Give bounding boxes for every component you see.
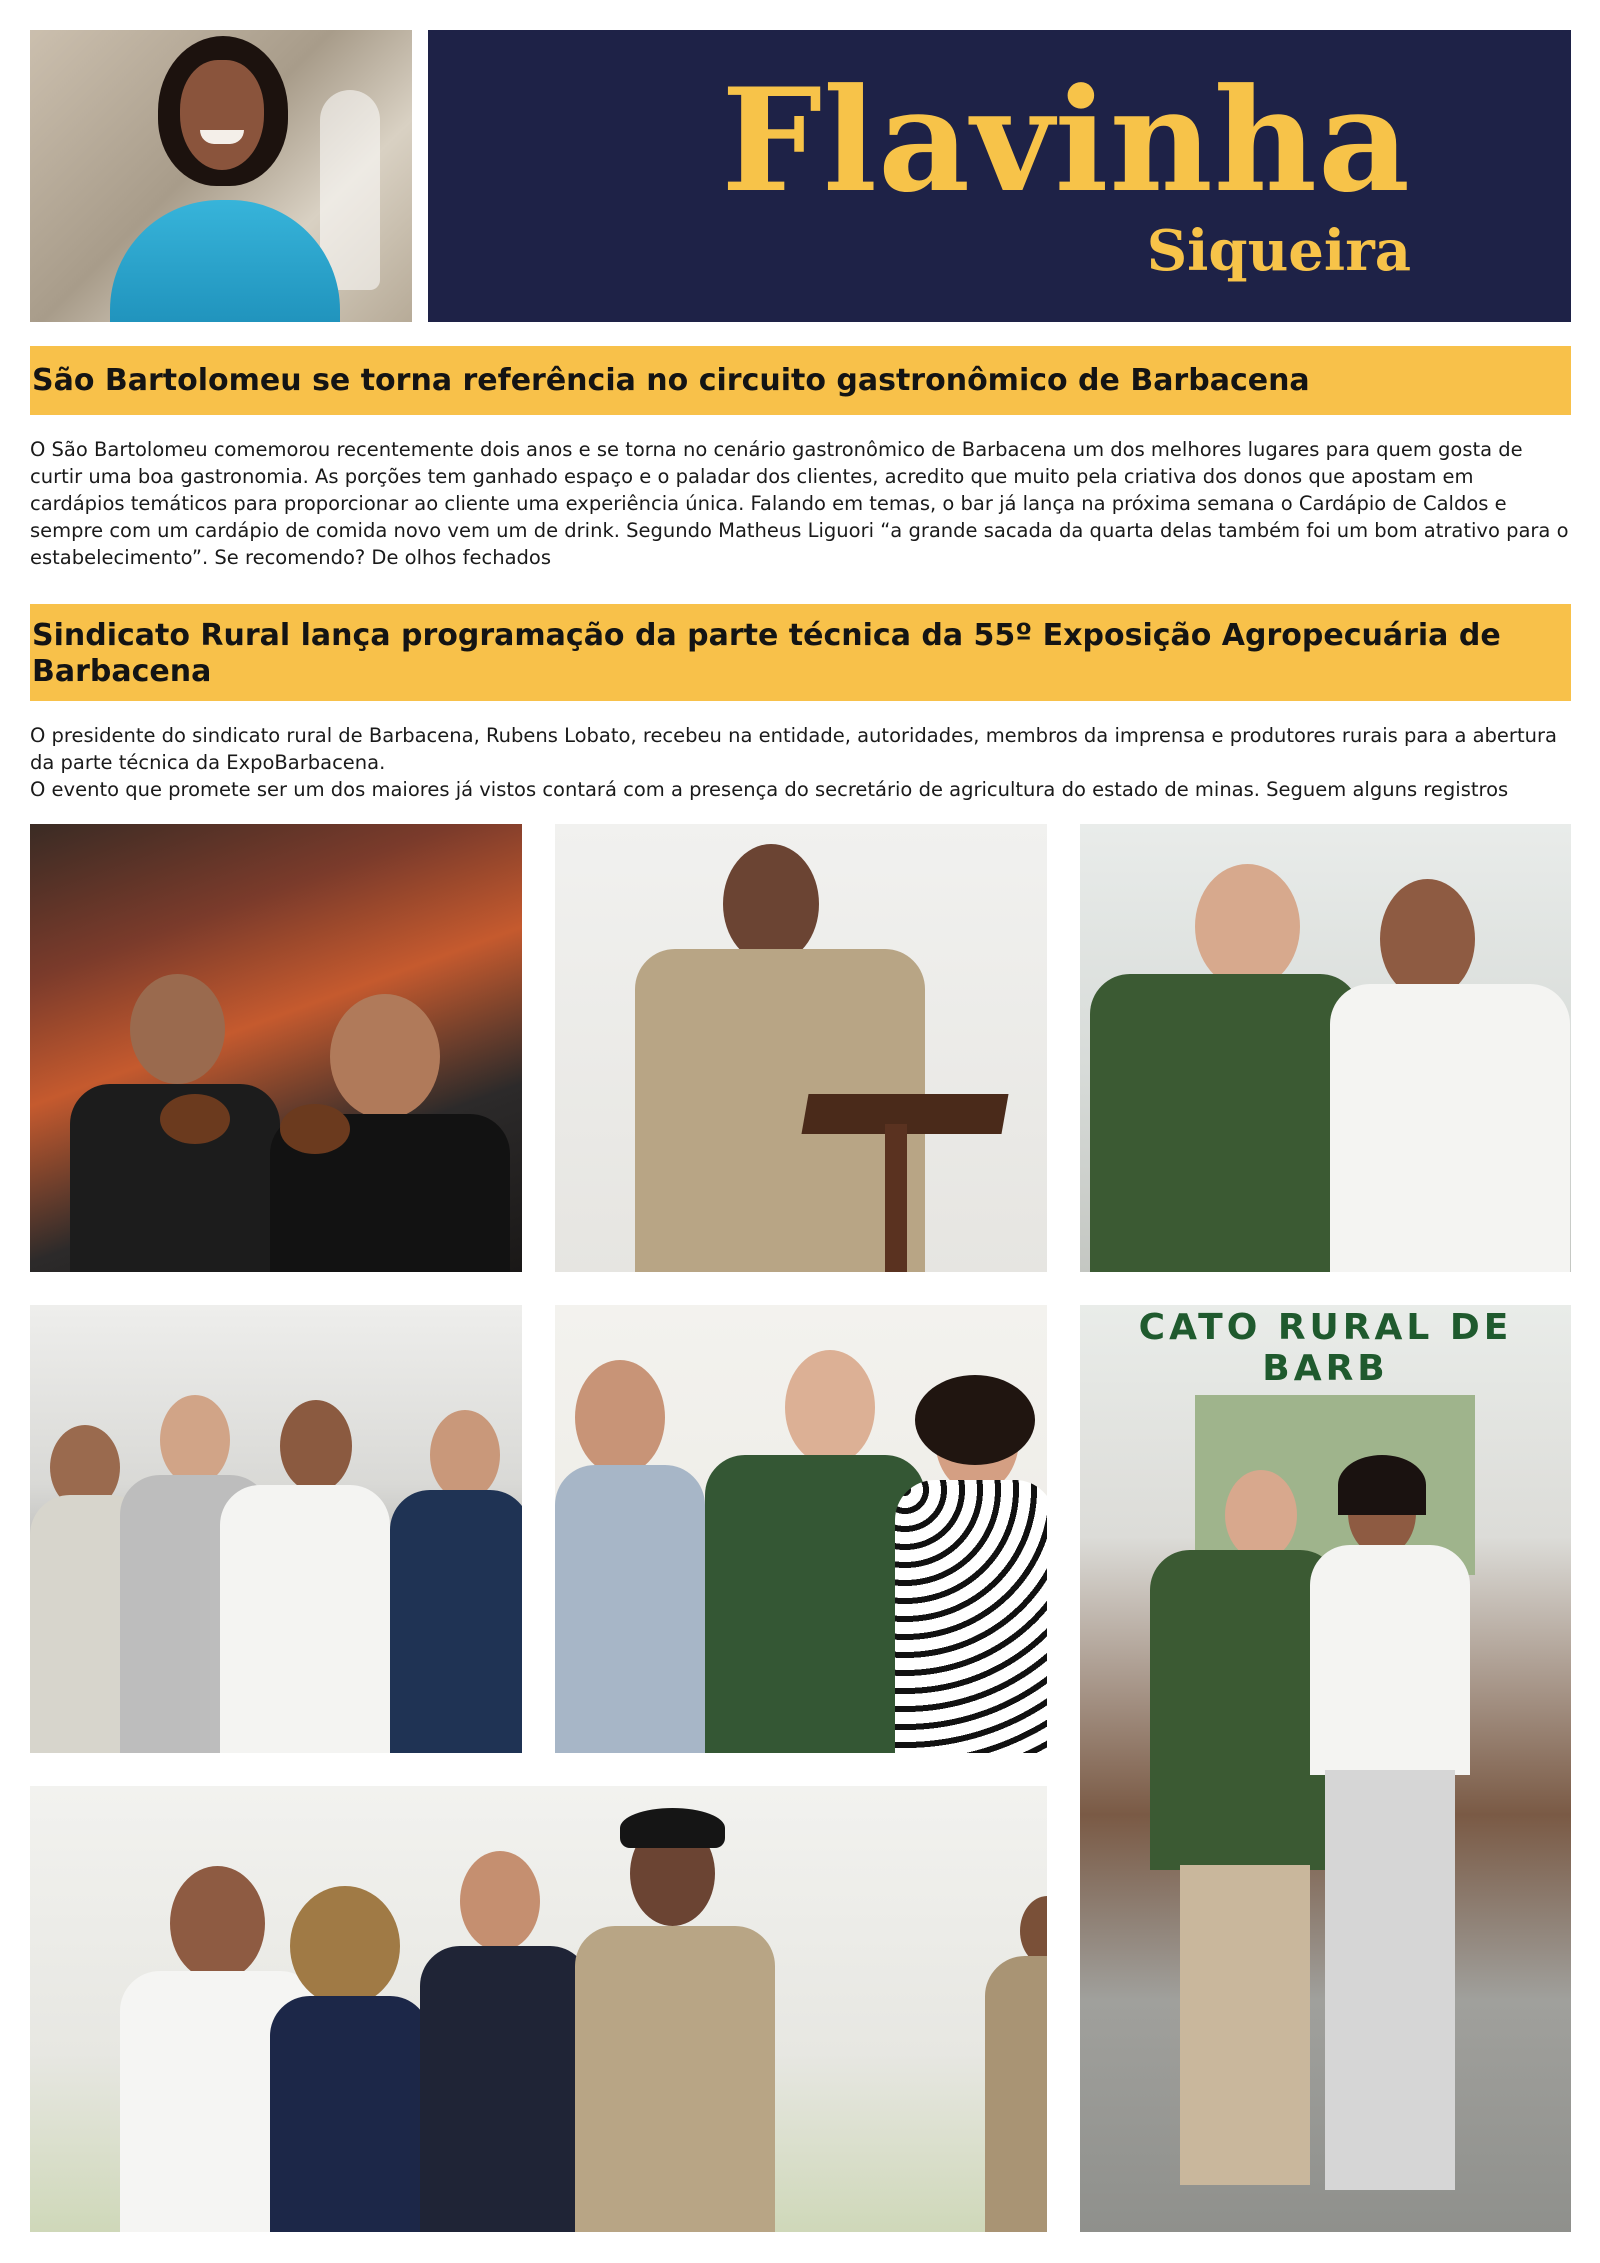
paragraph: O evento que promete ser um dos maiores já vistos contará com a presença do secretário de agricultura do estado de minas. Seguem alguns registros bbox=[30, 778, 1509, 801]
photo-bar-owners-burgers bbox=[30, 824, 522, 1272]
masthead-name: Flavinha bbox=[721, 58, 1411, 224]
section-body-sindicato-rural bbox=[30, 722, 1571, 803]
columnist-portrait-photo bbox=[30, 30, 412, 322]
section-body-sao-bartolomeu bbox=[30, 436, 1571, 571]
sign-text: CATO RURAL DE BARB bbox=[1138, 1307, 1513, 1389]
section-banner-sao-bartolomeu bbox=[30, 346, 1571, 415]
photo-military-officer-speaking bbox=[555, 824, 1047, 1272]
photo-two-men-greeting bbox=[1080, 824, 1571, 1272]
photo-three-people-standing bbox=[555, 1305, 1047, 1753]
section-title: São Bartolomeu se torna referência no circuito gastronômico de Barbacena bbox=[32, 363, 1310, 398]
masthead-surname: Siqueira bbox=[1146, 218, 1411, 284]
section-title: Sindicato Rural lança programação da parte técnica da 55º Exposição Agropecuária de Barbacena bbox=[32, 618, 1501, 689]
masthead bbox=[428, 30, 1571, 322]
paragraph: O presidente do sindicato rural de Barbacena, Rubens Lobato, recebeu na entidade, autoridades, membros da imprensa e produtores rurais para a abertura da parte técnica da ExpoBarbacena. bbox=[30, 724, 1557, 774]
photo-group-of-four-men bbox=[30, 1305, 522, 1753]
paragraph: O São Bartolomeu comemorou recentemente dois anos e se torna no cenário gastronômico de Barbacena um dos melhores lugares para quem gosta de curtir uma boa gastronomia. As porções tem ganhado espaço e o paladar dos clientes, acredito que muito pela criativa dos donos que apostam em cardápios temáticos para proporcionar ao cliente uma experiência única. Falando em temas, o bar já lança na próxima semana o Cardápio de Caldos e sempre com um cardápio de comida novo vem um de drink. Segundo Matheus Liguori “a grande sacada da quarta delas também foi um bom atrativo para o estabelecimento”. Se recomendo? De olhos fechados bbox=[30, 438, 1569, 569]
photo-group-with-police-officer bbox=[30, 1786, 1047, 2232]
section-banner-sindicato-rural bbox=[30, 604, 1571, 701]
photo-couple-presentation-room bbox=[1080, 1305, 1571, 2232]
